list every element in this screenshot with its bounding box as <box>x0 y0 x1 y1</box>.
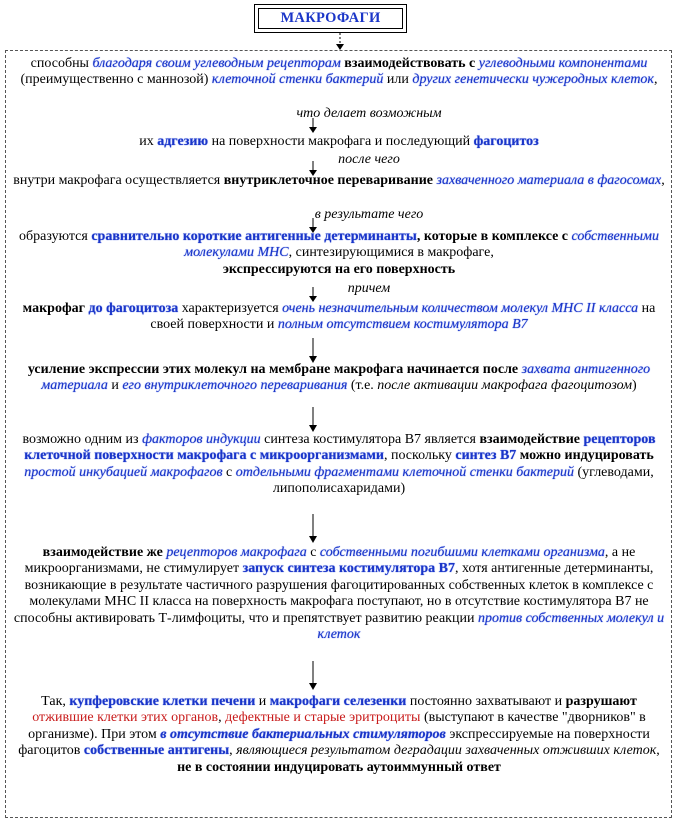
step-receptor-interaction: способны благодаря своим углеводным рецепторам взаимодействовать с углеводными компонентами (преимущественно с маннозой) клеточной стенки бактерий или других генетически чужеродных клеток, <box>20 56 658 88</box>
step-adhesion: их адгезию на поверхности макрофага и последующий фагоцитоз <box>139 134 539 149</box>
step-self-cells: взаимодействие же рецепторов макрофага с собственными погибшими клетками организма, а не микроорганизмами, не стимулирует запуск синтеза костимулятора В7, хотя антигенные детерминанты, возникающие в результате частичного разрушения фагоцитированных собственных клеток в комплексе с молекулами МНС II класса на поверхность макрофага поступают, но в отсутствие костимулятора В7 не способны активировать Т-лимфоциты, что и препятствует развитию реакции против собственных молекул и клеток <box>13 545 665 643</box>
arrow-icon <box>307 338 319 364</box>
step-b7-induction: возможно одним из факторов индукции синтеза костимулятора В7 является взаимодействие рецепторов клеточной поверхности макрофага с микроорганизмами, поскольку синтез В7 можно индуцировать простой инкубацией макрофагов с отдельными фрагментами клеточной стенки бактерий (углеводами, липополисахаридами) <box>22 432 656 497</box>
arrow-icon <box>307 661 319 691</box>
diagram-title: МАКРОФАГИ <box>258 8 403 29</box>
connector-label: что делает возможным <box>296 106 442 121</box>
step-expression-increase: усиление экспрессии этих молекул на мембране макрофага начинается после захвата антигенного материала и его внутриклеточного переваривания (т.е. после активации макрофага фагоцитозом) <box>27 362 651 394</box>
connector-label: причем <box>347 281 391 296</box>
step-digestion: внутри макрофага осуществляется внутриклеточное переваривание захваченного материала в фагосомах, <box>13 173 665 188</box>
connector-label: в результате чего <box>314 207 424 222</box>
arrow-icon <box>307 407 319 433</box>
step-determinants: образуются сравнительно короткие антигенные детерминанты, которые в комплексе с собственными молекулами МНС, синтезирующимися в макрофаге, экспрессируются на его поверхность <box>19 229 659 277</box>
step-before-phagocytosis: макрофаг до фагоцитоза характеризуется очень незначительным количеством молекул МНС II класса на своей поверхности и полным отсутствием костимулятора В7 <box>22 301 656 333</box>
step-example-summary: Так, купферовские клетки печени и макрофаги селезенки постоянно захватывают и разрушают отжившие клетки этих органов, дефектные и старые эритроциты (выступают в качестве "дворников" в организме). При этом в отсутствие бактериальных стимуляторов экспрессируемые на поверхности фагоцитов собственные антигены, являющиеся результатом деградации захваченных отживших клеток, не в состоянии индуцировать аутоиммунный ответ <box>18 694 660 775</box>
arrow-icon <box>333 33 347 51</box>
connector-label: после чего <box>338 152 400 167</box>
arrow-icon <box>307 514 319 544</box>
arrow-icon <box>307 118 319 134</box>
title-box <box>254 4 407 33</box>
